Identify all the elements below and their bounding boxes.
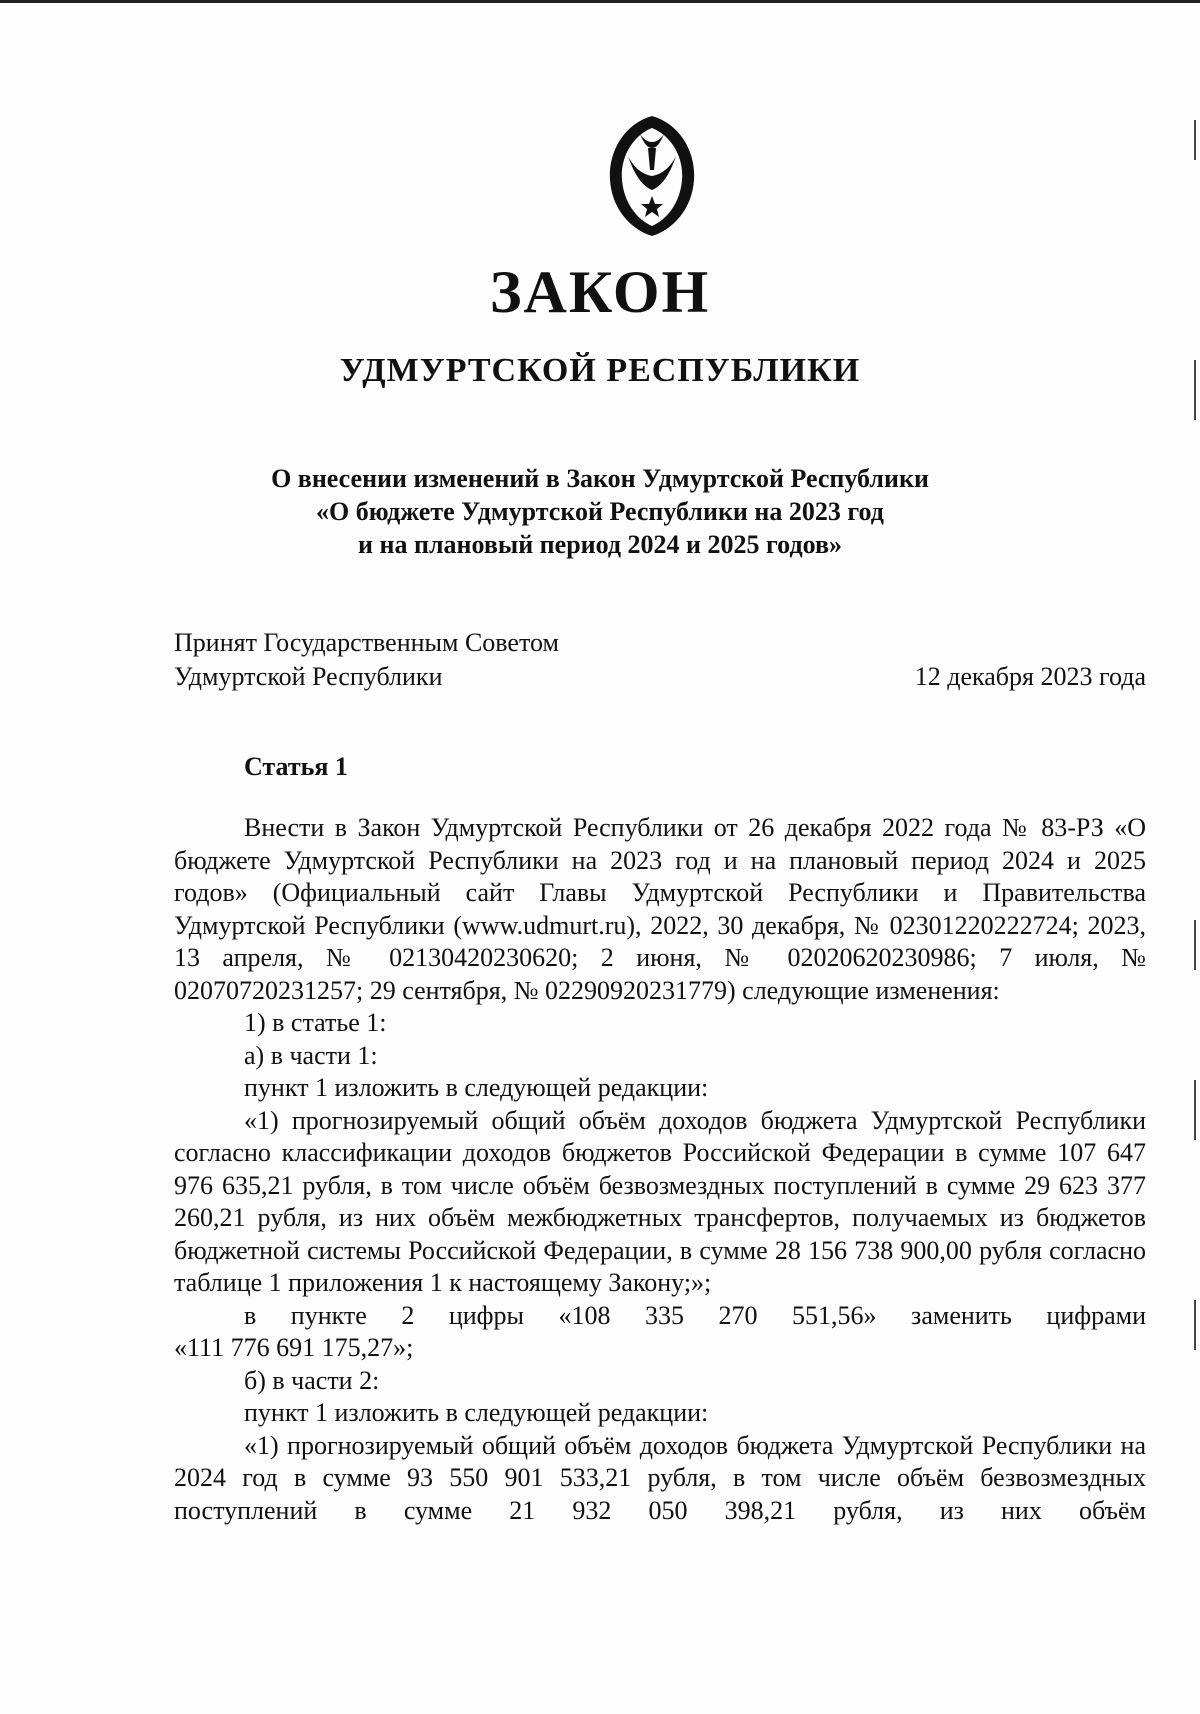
paragraph: «1) прогнозируемый общий объём доходов бюджета Удмуртской Республики согласно классификации доходов бюджетов Российской Федерации в сумме 107 647 976 635,21 рубля, в том числе объём безвозмездных поступлений в сумме 29 623 377 260,21 рубля, из них объём межбюджетных трансфертов, получаемых из бюджетов бюджетной системы Российской Федерации, в сумме 28 156 738 900,00 рубля согласно таблице 1 приложения 1 к настоящему Закону;»;: [174, 1105, 1146, 1297]
paragraph: Внести в Закон Удмуртской Республики от 26 декабря 2022 года № 83-РЗ «О бюджете Удмуртской Республики на 2023 год и на плановый период 2024 и 2025 годов» (Официальный сайт Главы Удмуртской Республики и Правительства Удмуртской Республики (www.udmurt.ru), 2022, 30 декабря, № 02301220222724; 2023, 13 апреля, № 02130420230620; 2 июня, № 02020620230986; 7 июля, № 02070720231257; 29 сентября, № 02290920231779) следующие изменения:: [174, 813, 1146, 1005]
adoption-date: 12 декабря 2023 года: [914, 662, 1146, 691]
paragraph: «1) прогнозируемый общий объём доходов бюджета Удмуртской Республики на 2024 год в сумме 93 550 901 533,21 рубля, в том числе объём безвозмездных поступлений в сумме 21 932 050 398,21 рубля, из них объём: [174, 1430, 1146, 1525]
adoption-line: Принят Государственным Советом: [174, 628, 559, 657]
scan-edge: [0, 0, 1200, 3]
adoption-authority: [174, 626, 559, 694]
law-heading-line: «О бюджете Удмуртской Республики на 2023 год: [316, 497, 884, 526]
law-heading-line: и на плановый период 2024 и 2025 годов»: [358, 530, 842, 559]
document-title: ЗАКОН: [489, 259, 711, 325]
paragraph: в пункте 2 цифры «108 335 270 551,56» заменить цифрами: [244, 1300, 1146, 1330]
paragraph: пункт 1 изложить в следующей редакции:: [244, 1398, 709, 1427]
article-title: Статья 1: [244, 752, 348, 781]
scan-edge-mark: [1194, 120, 1196, 160]
adoption-line: Удмуртской Республики: [174, 662, 443, 691]
law-heading: [0, 462, 1200, 561]
scan-edge-mark: [1194, 1080, 1196, 1140]
law-heading-line: О внесении изменений в Закон Удмуртской Республики: [271, 464, 929, 493]
article-body: [174, 812, 1146, 1527]
document-subtitle: УДМУРТСКОЙ РЕСПУБЛИКИ: [339, 352, 861, 389]
paragraph: б) в части 2:: [244, 1365, 380, 1395]
scan-edge-mark: [1194, 1300, 1196, 1350]
udmurtia-coat-of-arms-icon: [604, 114, 700, 238]
paragraph: «111 776 691 175,27»;: [174, 1333, 414, 1362]
paragraph: 1) в статье 1:: [244, 1008, 387, 1037]
paragraph: а) в части 1:: [244, 1040, 378, 1070]
paragraph: пункт 1 изложить в следующей редакции:: [244, 1073, 709, 1102]
scan-edge-mark: [1194, 920, 1196, 970]
